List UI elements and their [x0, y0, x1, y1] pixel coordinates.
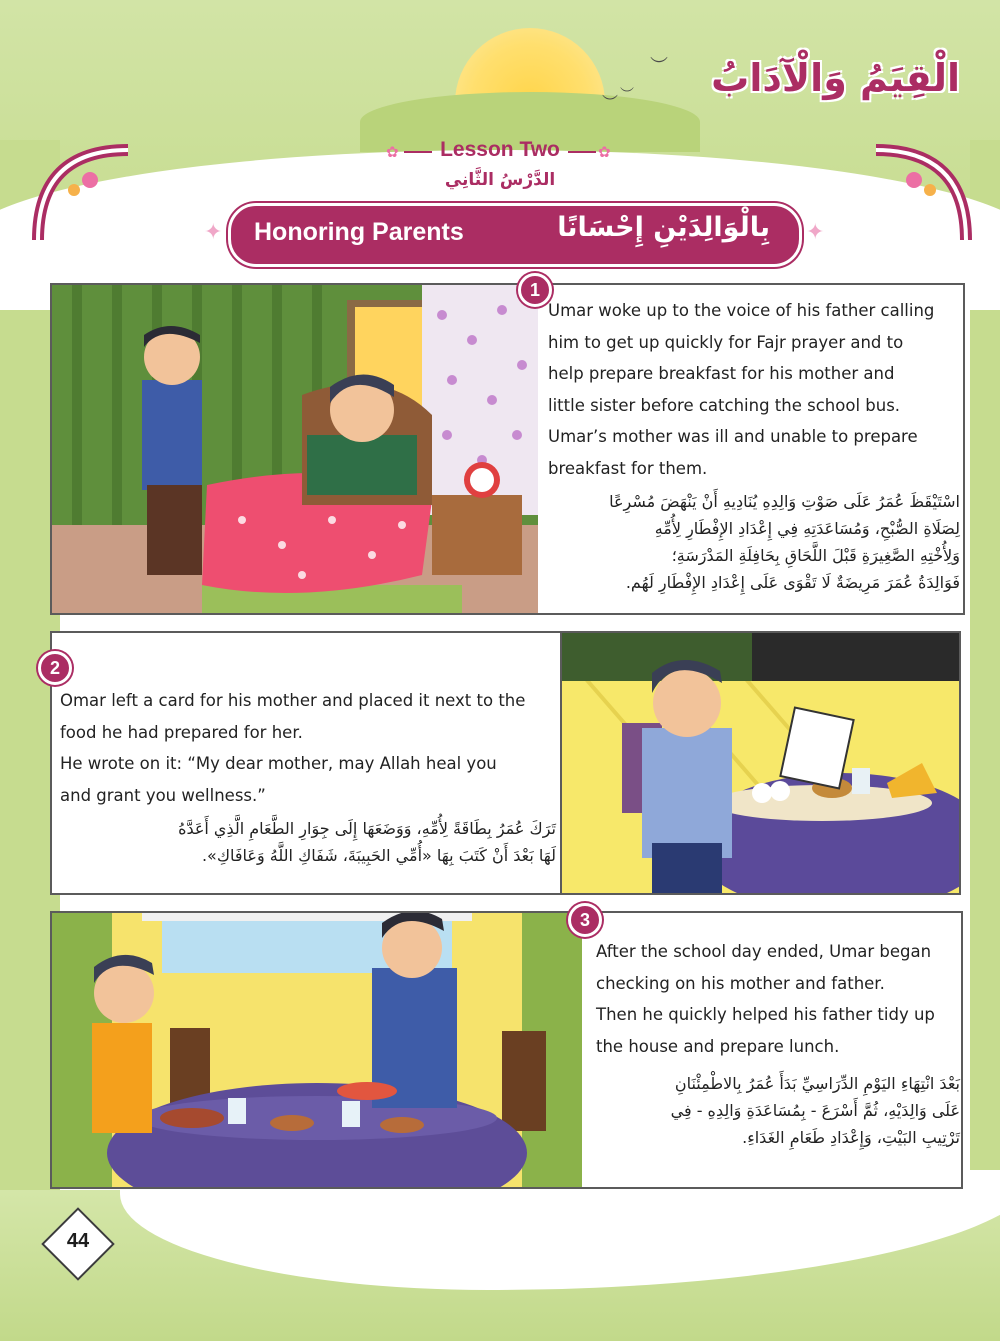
story-text-line: After the school day ended, Umar began: [596, 942, 932, 961]
story-text-arabic-line: لَهَا بَعْدَ أَنْ كَتَبَ بِهَا «أُمِّي الحَبِيبَةَ، شَفَاكِ اللَّهُ وَعَافَاكِ».: [201, 846, 556, 865]
lesson-label: Lesson Two: [440, 138, 560, 161]
story-text-line: breakfast for them.: [548, 458, 708, 478]
panel-number-badge: 2: [38, 651, 72, 685]
story-text-line: Omar left a card for his mother and placed it next to the: [60, 691, 526, 710]
story-text-arabic-line: اسْتَيْقَظَ عُمَرُ عَلَى صَوْتِ وَالِدِهِ يُنَادِيهِ أَنْ يَنْهَضَ مُسْرِعًا: [609, 492, 960, 511]
bird-icon: ︶: [650, 56, 668, 77]
story-text-line: and grant you wellness.”: [60, 785, 266, 805]
lesson-title-arabic: بِالْوَالِدَيْنِ إِحْسَانًا: [557, 212, 770, 243]
story-text-arabic-line: تَرَكَ عُمَرُ بِطَاقَةً لِأُمِّهِ، وَوَضَعَهَا إِلَى جِوَارِ الطَّعَامِ الَّذِي أَعَدَّهُ: [178, 819, 556, 838]
story-text-arabic-line: لِصَلَاةِ الصُّبْحِ، وَمُسَاعَدَتِهِ فِي إِعْدَادِ الإِفْطَارِ لِأُمِّهِ: [654, 519, 960, 538]
story-text-line: little sister before catching the school bus.: [548, 395, 901, 415]
flower-icon: ✦: [204, 220, 223, 245]
flower-icon: ✿: [386, 143, 399, 161]
story-panel-2: [50, 631, 961, 895]
panel-1-text: [548, 295, 960, 596]
story-text-line: He wrote on it: “My dear mother, may Allah heal you: [60, 754, 497, 773]
story-text-line: the house and prepare lunch.: [596, 1036, 840, 1056]
panel-number-badge: 1: [518, 273, 552, 307]
story-text-line: Umar’s mother was ill and unable to prepare: [548, 427, 918, 446]
story-text-line: help prepare breakfast for his mother and: [548, 364, 895, 383]
story-panel-1: [50, 280, 965, 615]
corner-ornament-left: [28, 140, 138, 250]
panel-3-text: [596, 936, 960, 1151]
lesson-label-arabic: الدَّرْسُ الثَّانِي: [444, 170, 556, 190]
story-text-arabic-line: تَرْتِيبِ البَيْتِ، وَإِعْدَادِ طَعَامِ الغَدَاءِ.: [742, 1128, 960, 1147]
section-title: الْقِيَمُ وَالْآدَابُ: [711, 56, 960, 100]
lesson-title: Honoring Parents: [254, 218, 464, 246]
story-text-arabic-line: بَعْدَ انْتِهَاءِ اليَوْمِ الدِّرَاسِيِّ بَدَأَ عُمَرُ بِالاطْمِئْنَانِ: [674, 1074, 960, 1093]
story-text-arabic-line: فَوَالِدَةُ عُمَرَ مَرِيضَةٌ لَا تَقْوَى عَلَى إِعْدَادِ الإِفْطَارِ لَهُم.: [625, 573, 960, 592]
panel-1-illustration: [52, 285, 538, 613]
story-text-line: Umar woke up to the voice of his father calling: [548, 301, 935, 320]
bird-icon: ︶: [602, 93, 619, 112]
flower-icon: ✿: [598, 143, 611, 161]
story-text-arabic-line: عَلَى وَالِدَيْهِ، ثُمَّ أَسْرَعَ - بِمُسَاعَدَةِ وَالِدِهِ - فِي: [670, 1101, 960, 1120]
panel-2-text: [60, 685, 556, 869]
story-text-line: checking on his mother and father.: [596, 973, 885, 993]
story-text-line: food he had prepared for her.: [60, 722, 303, 742]
story-text-arabic-line: وَلِأُخْتِهِ الصَّغِيرَةِ قَبْلَ اللَّحَاقِ بِحَافِلَةِ المَدْرَسَةِ؛: [671, 546, 960, 565]
bird-icon: ︶: [620, 87, 634, 103]
story-text-line: Then he quickly helped his father tidy up: [596, 1005, 935, 1024]
panel-3-illustration: [52, 913, 582, 1187]
story-panel-3: [50, 911, 963, 1189]
panel-number-badge: 3: [568, 903, 602, 937]
corner-ornament-right: [866, 140, 976, 250]
background-right: [970, 140, 1000, 1341]
flower-icon: ✦: [806, 220, 825, 245]
page-number: 44: [66, 1230, 90, 1252]
story-text-line: him to get up quickly for Fajr prayer and to: [548, 332, 904, 352]
